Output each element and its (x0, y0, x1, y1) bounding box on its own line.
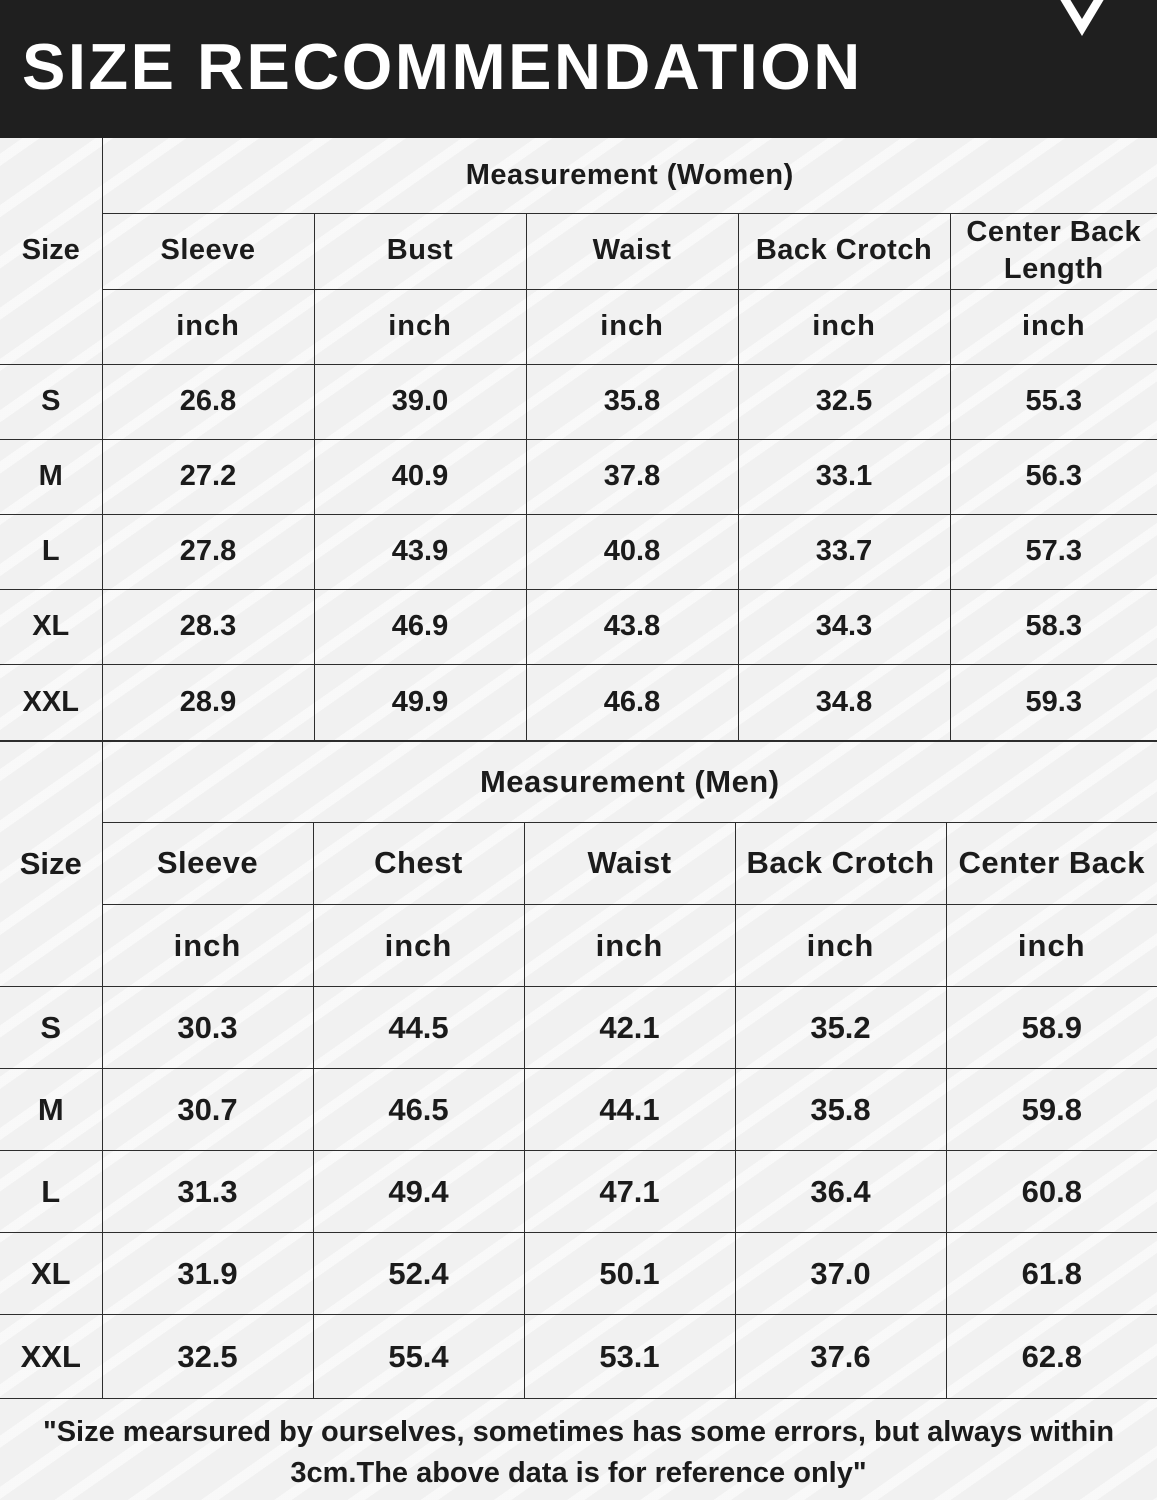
table-row (0, 664, 1157, 741)
men-unit-cell: inch (735, 905, 946, 987)
value-cell: 30.3 (102, 987, 313, 1069)
value-cell: 28.9 (102, 664, 314, 741)
value-cell: 36.4 (735, 1151, 946, 1233)
women-size-column-label: Size (0, 138, 102, 364)
men-column-header: Chest (313, 823, 524, 905)
value-cell: 59.8 (946, 1069, 1157, 1151)
women-unit-cell: inch (314, 289, 526, 364)
value-cell: 43.9 (314, 514, 526, 589)
value-cell: 59.3 (950, 664, 1157, 741)
women-column-header-row (0, 213, 1157, 289)
women-section-heading: Measurement (Women) (102, 138, 1157, 213)
value-cell: 57.3 (950, 514, 1157, 589)
value-cell: 46.9 (314, 589, 526, 664)
table-row (0, 514, 1157, 589)
value-cell: 44.5 (313, 987, 524, 1069)
men-unit-cell: inch (313, 905, 524, 987)
value-cell: 32.5 (738, 364, 950, 439)
men-column-header: Sleeve (102, 823, 313, 905)
table-row (0, 1233, 1157, 1315)
women-column-header: Bust (314, 213, 526, 289)
value-cell: 26.8 (102, 364, 314, 439)
value-cell: 55.4 (313, 1315, 524, 1399)
value-cell: 33.1 (738, 439, 950, 514)
value-cell: 44.1 (524, 1069, 735, 1151)
value-cell: 53.1 (524, 1315, 735, 1399)
value-cell: 37.0 (735, 1233, 946, 1315)
page-title: SIZE RECOMMENDATION (22, 30, 863, 103)
value-cell: 35.8 (526, 364, 738, 439)
value-cell: 52.4 (313, 1233, 524, 1315)
table-row (0, 1315, 1157, 1399)
value-cell: 47.1 (524, 1151, 735, 1233)
value-cell: 58.9 (946, 987, 1157, 1069)
value-cell: 56.3 (950, 439, 1157, 514)
men-unit-row (0, 905, 1157, 987)
value-cell: 55.3 (950, 364, 1157, 439)
value-cell: 32.5 (102, 1315, 313, 1399)
size-cell: XL (0, 589, 102, 664)
women-unit-cell: inch (950, 289, 1157, 364)
value-cell: 28.3 (102, 589, 314, 664)
value-cell: 60.8 (946, 1151, 1157, 1233)
value-cell: 27.8 (102, 514, 314, 589)
table-row (0, 439, 1157, 514)
women-unit-row (0, 289, 1157, 364)
value-cell: 37.8 (526, 439, 738, 514)
size-cell: S (0, 987, 102, 1069)
men-size-column-label: Size (0, 741, 102, 987)
women-unit-cell: inch (738, 289, 950, 364)
value-cell: 43.8 (526, 589, 738, 664)
value-cell: 31.3 (102, 1151, 313, 1233)
size-cell: XXL (0, 1315, 102, 1399)
value-cell: 30.7 (102, 1069, 313, 1151)
size-cell: XXL (0, 664, 102, 741)
women-column-header: Sleeve (102, 213, 314, 289)
table-row (0, 1151, 1157, 1233)
men-unit-cell: inch (524, 905, 735, 987)
value-cell: 27.2 (102, 439, 314, 514)
women-column-header: Back Crotch (738, 213, 950, 289)
women-heading-row (0, 138, 1157, 213)
size-cell: M (0, 1069, 102, 1151)
value-cell: 37.6 (735, 1315, 946, 1399)
men-column-header: Center Back (946, 823, 1157, 905)
women-column-header: Waist (526, 213, 738, 289)
table-row (0, 987, 1157, 1069)
value-cell: 35.2 (735, 987, 946, 1069)
table-row (0, 1069, 1157, 1151)
men-column-header: Back Crotch (735, 823, 946, 905)
men-heading-row (0, 741, 1157, 823)
men-column-header-row (0, 823, 1157, 905)
size-cell: M (0, 439, 102, 514)
women-size-table (0, 138, 1157, 742)
value-cell: 34.3 (738, 589, 950, 664)
value-cell: 33.7 (738, 514, 950, 589)
table-row (0, 589, 1157, 664)
value-cell: 46.8 (526, 664, 738, 741)
men-unit-cell: inch (102, 905, 313, 987)
size-cell: L (0, 514, 102, 589)
women-unit-cell: inch (526, 289, 738, 364)
value-cell: 61.8 (946, 1233, 1157, 1315)
size-cell: S (0, 364, 102, 439)
men-section-heading: Measurement (Men) (102, 741, 1157, 823)
table-row (0, 364, 1157, 439)
value-cell: 34.8 (738, 664, 950, 741)
value-cell: 62.8 (946, 1315, 1157, 1399)
chevron-down-icon (1056, 0, 1108, 38)
value-cell: 39.0 (314, 364, 526, 439)
men-unit-cell: inch (946, 905, 1157, 987)
value-cell: 40.8 (526, 514, 738, 589)
women-column-header: Center Back Length (950, 213, 1157, 289)
women-unit-cell: inch (102, 289, 314, 364)
men-size-table (0, 740, 1157, 1399)
value-cell: 42.1 (524, 987, 735, 1069)
value-cell: 35.8 (735, 1069, 946, 1151)
value-cell: 50.1 (524, 1233, 735, 1315)
size-cell: XL (0, 1233, 102, 1315)
value-cell: 58.3 (950, 589, 1157, 664)
value-cell: 40.9 (314, 439, 526, 514)
value-cell: 31.9 (102, 1233, 313, 1315)
footer-disclaimer: "Size mearsured by ourselves, sometimes has some errors, but always within 3cm.The above data is for reference only" (42, 1416, 1115, 1489)
men-column-header: Waist (524, 823, 735, 905)
value-cell: 49.4 (313, 1151, 524, 1233)
size-cell: L (0, 1151, 102, 1233)
title-bar (0, 0, 1157, 138)
value-cell: 46.5 (313, 1069, 524, 1151)
value-cell: 49.9 (314, 664, 526, 741)
